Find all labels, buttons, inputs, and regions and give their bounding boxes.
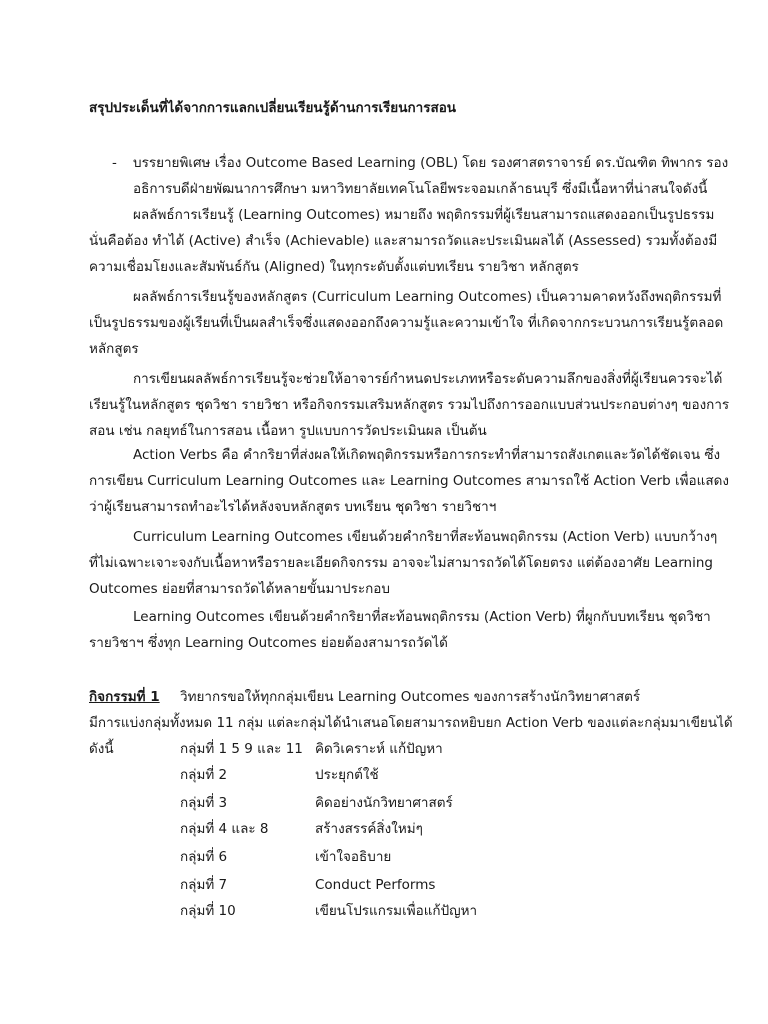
group-label: กลุ่มที่ 7 <box>180 877 228 893</box>
bullet-marker: - <box>112 155 117 171</box>
paragraph-line: เป็นรูปธรรมของผู้เรียนที่เป็นผลสำเร็จซึ่งแสดงออกถึงความรู้และความเข้าใจ ที่เกิดจากกระบวนการเรียนรู้ตลอด <box>89 315 724 331</box>
paragraph-line: การเขียน Curriculum Learning Outcomes และ Learning Outcomes สามารถใช้ Action Verb เพื่อแสดง <box>89 473 729 489</box>
group-action-verb: สร้างสรรค์สิ่งใหม่ๆ <box>315 821 423 837</box>
activity-description: ดังนี้ <box>89 741 114 757</box>
activity-description: วิทยากรขอให้ทุกกลุ่มเขียน Learning Outcomes ของการสร้างนักวิทยาศาสตร์ <box>180 689 641 705</box>
group-label: กลุ่มที่ 6 <box>180 849 228 865</box>
activity-heading: กิจกรรมที่ 1 <box>89 689 160 705</box>
group-label: กลุ่มที่ 10 <box>180 903 236 919</box>
group-label: กลุ่มที่ 4 และ 8 <box>180 821 269 837</box>
group-label: กลุ่มที่ 2 <box>180 767 228 783</box>
paragraph-line: Curriculum Learning Outcomes เขียนด้วยคำกริยาที่สะท้อนพฤติกรรม (Action Verb) แบบกว้างๆ <box>133 529 718 545</box>
paragraph-line: รายวิชาฯ ซึ่งทุก Learning Outcomes ย่อยต้องสามารถวัดได้ <box>89 635 448 651</box>
page-title: สรุปประเด็นที่ได้จากการแลกเปลี่ยนเรียนรู้ด้านการเรียนการสอน <box>89 100 457 116</box>
paragraph-line: Learning Outcomes เขียนด้วยคำกริยาที่สะท้อนพฤติกรรม (Action Verb) ที่ผูกกับบทเรียน ชุดวิชา <box>133 609 711 625</box>
paragraph-line: Outcomes ย่อยที่สามารถวัดได้หลายขั้นมาประกอบ <box>89 581 390 597</box>
paragraph-line: ว่าผู้เรียนสามารถทำอะไรได้หลังจบหลักสูตร บทเรียน ชุดวิชา รายวิชาฯ <box>89 499 497 515</box>
paragraph-line: Action Verbs คือ คำกริยาที่ส่งผลให้เกิดพฤติกรรมหรือการกระทำที่สามารถสังเกตและวัดได้ชัดเจน ซึ่ง <box>133 447 721 463</box>
group-action-verb: คิดอย่างนักวิทยาศาสตร์ <box>315 795 453 811</box>
paragraph-line: ผลลัพธ์การเรียนรู้ของหลักสูตร (Curriculum Learning Outcomes) เป็นความคาดหวังถึงพฤติกรรมที่ <box>133 289 722 305</box>
paragraph-line: เรียนรู้ในหลักสูตร ชุดวิชา รายวิชา หรือกิจกรรมเสริมหลักสูตร รวมไปถึงการออกแบบส่วนประกอบต่างๆ ของการ <box>89 397 730 413</box>
paragraph-line: นั่นคือต้อง ทำได้ (Active) สำเร็จ (Achievable) และสามารถวัดและประเมินผลได้ (Assessed) รวมทั้งต้องมี <box>89 233 718 249</box>
group-action-verb: เข้าใจอธิบาย <box>315 849 392 865</box>
paragraph-line: การเขียนผลลัพธ์การเรียนรู้จะช่วยให้อาจารย์กำหนดประเภทหรือระดับความลึกของสิ่งที่ผู้เรียนควรจะได้ <box>133 371 723 387</box>
paragraph-line: อธิการบดีฝ่ายพัฒนาการศึกษา มหาวิทยาลัยเทคโนโลยีพระจอมเกล้าธนบุรี ซึ่งมีเนื้อหาที่น่าสนใจดังนี้ <box>133 181 708 197</box>
paragraph-line: หลักสูตร <box>89 341 139 357</box>
paragraph-line: ความเชื่อมโยงและสัมพันธ์กัน (Aligned) ในทุกระดับตั้งแต่บทเรียน รายวิชา หลักสูตร <box>89 259 579 275</box>
group-label: กลุ่มที่ 3 <box>180 795 228 811</box>
group-action-verb: เขียนโปรแกรมเพื่อแก้ปัญหา <box>315 903 478 919</box>
group-action-verb: ประยุกต์ใช้ <box>315 767 379 783</box>
activity-description: มีการแบ่งกลุ่มทั้งหมด 11 กลุ่ม แต่ละกลุ่มได้นำเสนอโดยสามารถหยิบยก Action Verb ของแต่ละกลุ่มมาเขียนได้ <box>89 715 733 731</box>
paragraph-line: ที่ไม่เฉพาะเจาะจงกับเนื้อหาหรือรายละเอียดกิจกรรม อาจจะไม่สามารถวัดได้โดยตรง แต่ต้องอาศัย Learning <box>89 555 713 571</box>
paragraph-line: สอน เช่น กลยุทธ์ในการสอน เนื้อหา รูปแบบการวัดประเมินผล เป็นต้น <box>89 423 487 439</box>
group-label: กลุ่มที่ 1 5 9 และ 11 <box>180 741 303 757</box>
paragraph-line: บรรยายพิเศษ เรื่อง Outcome Based Learning (OBL) โดย รองศาสตราจารย์ ดร.บัณฑิต ทิพากร รอง <box>133 155 729 171</box>
paragraph-line: ผลลัพธ์การเรียนรู้ (Learning Outcomes) หมายถึง พฤติกรรมที่ผู้เรียนสามารถแสดงออกเป็นรูปธรรม <box>133 207 715 223</box>
group-action-verb: คิดวิเคราะห์ แก้ปัญหา <box>315 741 443 757</box>
group-action-verb: Conduct Performs <box>315 877 436 893</box>
